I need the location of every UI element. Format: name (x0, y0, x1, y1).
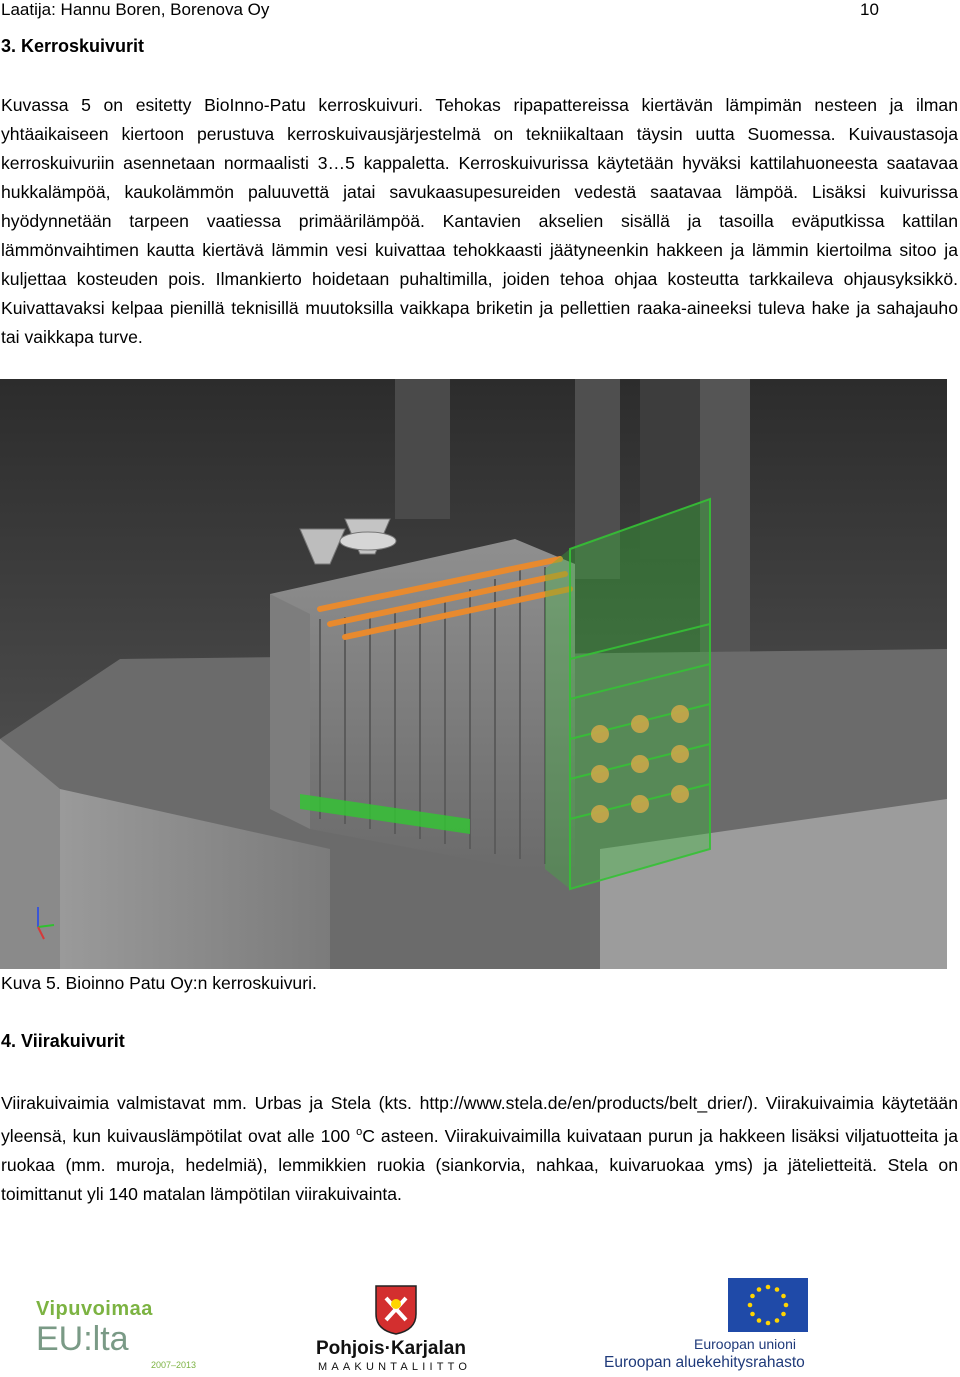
pk-line1: Pohjois·Karjalan (316, 1338, 466, 1359)
footer-logos (0, 1270, 960, 1377)
page-header (0, 0, 960, 22)
degree-superscript: o (356, 1126, 363, 1138)
eu-line2: Euroopan aluekehitysrahasto (604, 1354, 805, 1371)
coat-of-arms-icon (374, 1284, 418, 1336)
section-heading-viirakuivurit: 4. Viirakuivurit (1, 1031, 125, 1051)
logo-eu (604, 1278, 814, 1376)
paragraph-part-after-temp: C asteen. Viirakuivaimilla kuivataan purun ja hakkeen lisäksi viljatuotteita ja ruokaa (mm. muroja, hedelmiä), lemmikkien ruokia (siankorvia, nahkaa, kuivaruokaa yms) ja jätelietteitä. Stela on toimittanut yli 140 matalan lämpötilan viirakuivainta. (1, 1125, 958, 1204)
paragraph-part-before-temp: Viirakuivaimia valmistavat mm. Urbas ja Stela (kts. http://www.stela.de/en/products/belt_drier/). Viirakuivaimia käytetään yleensä, kun kuivauslämpötilat ovat alle 100 (1, 1093, 958, 1146)
section-heading-kerroskuivurit: 3. Kerroskuivurit (1, 36, 145, 56)
section-paragraph-kerroskuivurit: Kuvassa 5 on esitetty BioInno-Patu kerroskuivuri. Tehokas ripapattereissa kiertävän lämpimän nesteen ja ilman yhtäaikaiseen kiertoon perustuva kerroskuivausjärjestelmä on tekniikaltaan täysin uutta Suomessa. Kuivaustasoja kerroskuivuriin asennetaan normaalisti 3…5 kappaletta. Kerroskuivurissa käytetään hyväksi kattilahuoneesta saatavaa hukkalämpöä, kaukolämmön paluuvettä jatai savukaasupesureiden vedestä saatavaa lämpöä. Lisäksi kuivurissa hyödynnetään tarpeen vaatiessa primäärilämpöä. Kantavien akselien sisällä ja tasoilla eväputkissa kattilan lämmönvaihtimen kautta kiertävä lämmin vesi kuivattaa tehokkaasti jäätyneenkin hakkeen ja lämmin kiertoilma sitoo ja kuljettaa kosteuden pois. Ilmankierto hoidetaan puhaltimilla, joiden tehoa ohjaa kosteutta tarkkaileva ohjausyksikkö. Kuivattavaksi kelpaa pienillä teknisillä muutoksilla vaikkapa briketin ja pellettien raaka-aineeksi tuleva hake ja sahajauho tai vaikkapa turve. (1, 95, 958, 347)
pk-line2: MAAKUNTALIITTO (318, 1361, 472, 1373)
page-number: 10 (860, 0, 879, 19)
vipuvoimaa-line1: Vipuvoimaa (36, 1298, 153, 1320)
vipuvoimaa-line2: EU:lta (36, 1320, 129, 1358)
figure-dryer-render (0, 379, 947, 969)
author-line: Laatija: Hannu Boren, Borenova Oy (1, 0, 270, 19)
section-paragraph-viirakuivurit (1, 1089, 958, 1209)
logo-pohjois-karjalan (316, 1284, 481, 1376)
logo-vipuvoimaa (36, 1298, 216, 1373)
eu-flag-icon (728, 1278, 808, 1332)
figure-caption: Kuva 5. Bioinno Patu Oy:n kerroskuivuri. (1, 973, 317, 993)
dryer-render-image (0, 379, 947, 969)
eu-line1: Euroopan unioni (694, 1336, 796, 1352)
vipuvoimaa-years: 2007–2013 (151, 1360, 197, 1370)
